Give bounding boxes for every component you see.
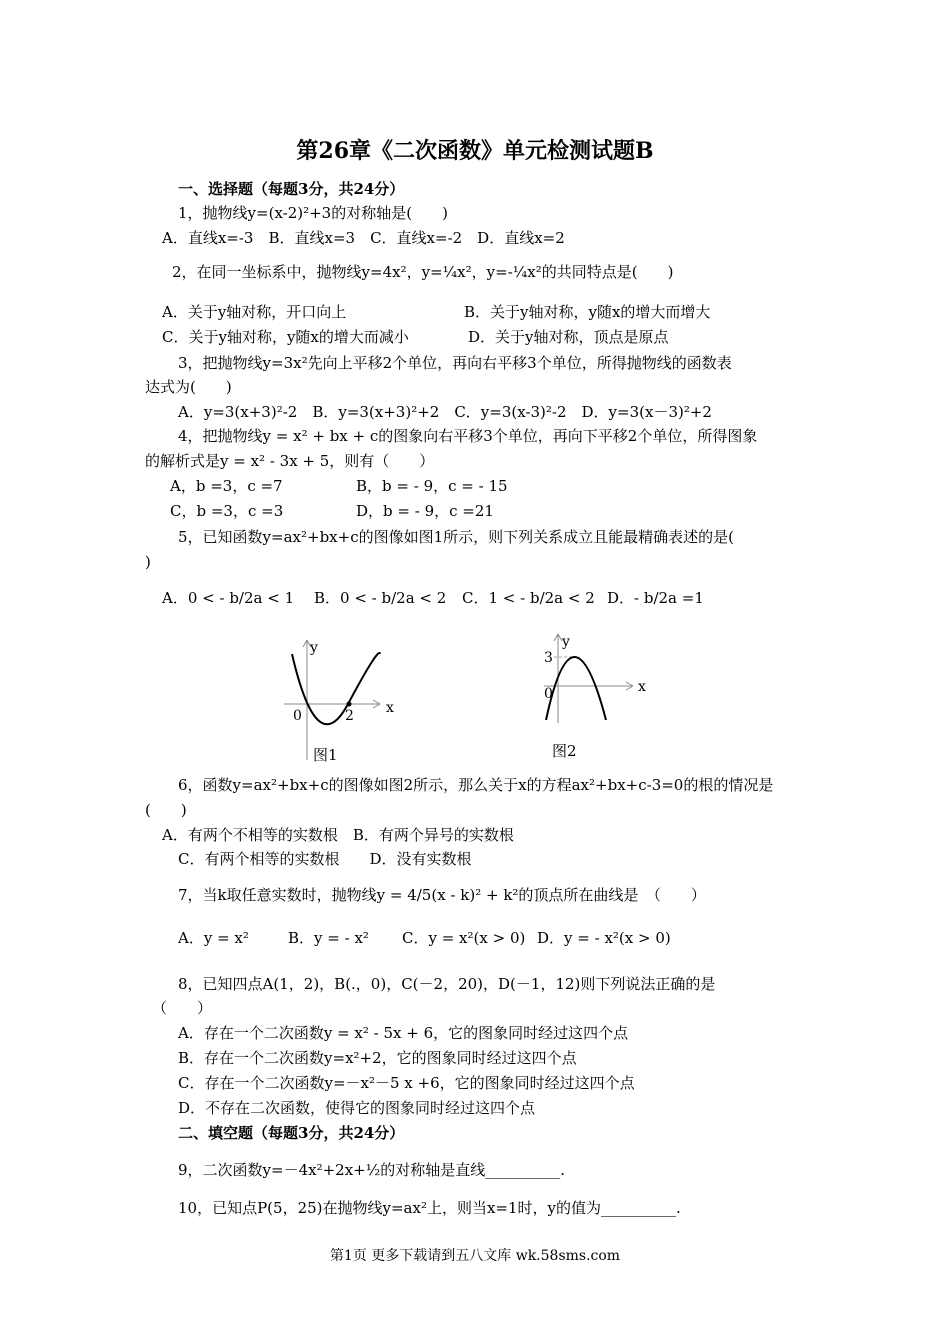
q4-stem-line1: 4，把抛物线y = x² + bx + c的图象向右平移3个单位，再向下平移2个单位，所得图象	[178, 427, 758, 445]
figure-1-graph	[270, 632, 410, 767]
q8-option-a: A．存在一个二次函数y = x² - 5x + 6，它的图象同时经过这四个点	[178, 1024, 629, 1042]
q5-stem-line1: 5，已知函数y=ax²+bx+c的图像如图1所示，则下列关系成立且能最精确表述的是(	[178, 528, 734, 546]
q8-stem-line2: （ ）	[152, 999, 213, 1017]
q1-options: A．直线x=-3 B．直线x=3 C．直线x=-2 D．直线x=2	[162, 229, 565, 247]
q5-option-b: B．0 < - b/2a < 2	[314, 589, 447, 607]
q4-option-a: A，b =3，c =7	[170, 477, 283, 495]
figure-2-graph	[528, 628, 658, 728]
q1-stem: 1，抛物线y=(x-2)²+3的对称轴是( )	[178, 204, 448, 222]
q3-stem-line1: 3，把抛物线y=3x²先向上平移2个单位，再向右平移3个单位，所得抛物线的函数表	[178, 354, 732, 372]
page-footer: 第1页 更多下载请到五八文库 wk.58sms.com	[329, 1248, 621, 1264]
fig1-point	[347, 702, 352, 707]
q5-option-d: D．- b/2a =1	[607, 589, 704, 607]
q7-option-c: C．y = x²(x > 0)	[402, 929, 526, 947]
q3-options: A．y=3(x+3)²-2 B．y=3(x+3)²+2 C．y=3(x-3)²-2 D．y=3(x－3)²+2	[178, 403, 712, 421]
q3-stem-line2: 达式为( )	[145, 378, 232, 396]
q8-stem-line1: 8，已知四点A(1，2)，B(.，0)，C(－2，20)，D(－1，12)则下列说法正确的是	[178, 975, 716, 993]
q2-stem: 2，在同一坐标系中，抛物线y=4x²，y=¼x²，y=-¼x²的共同特点是( )	[172, 263, 674, 281]
q2-option-b: B．关于y轴对称，y随x的增大而增大	[464, 303, 711, 321]
q5-option-a: A．0 < - b/2a < 1	[162, 589, 295, 607]
fig2-parabola	[546, 657, 606, 720]
q7-option-b: B．y = - x²	[288, 929, 369, 947]
q7-stem: 7，当k取任意实数时，抛物线y = 4/5(x - k)² + k²的顶点所在曲线是 （ ）	[178, 886, 706, 904]
q6-stem-line1: 6，函数y=ax²+bx+c的图像如图2所示，那么关于x的方程ax²+bx+c-3=0的根的情况是	[178, 776, 774, 794]
q8-option-d: D．不存在二次函数，使得它的图象同时经过这四个点	[178, 1099, 536, 1117]
figure-2-caption: 图2	[552, 742, 577, 760]
page-title: 第26章《二次函数》单元检测试题B	[296, 138, 654, 164]
q4-option-b: B，b = - 9，c = - 15	[356, 477, 508, 495]
fig2-y-label: y	[562, 634, 570, 650]
fig2-origin-label: 0	[544, 686, 553, 702]
q2-option-c: C．关于y轴对称，y随x的增大而减小	[162, 328, 409, 346]
fig2-x-label: x	[638, 679, 646, 695]
q8-option-c: C．存在一个二次函数y=－x²－5 x +6，它的图象同时经过这四个点	[178, 1074, 635, 1092]
q2-option-a: A．关于y轴对称，开口向上	[162, 303, 347, 321]
q2-option-d: D．关于y轴对称，顶点是原点	[468, 328, 669, 346]
q4-stem-line2: 的解析式是y = x² - 3x + 5，则有（ ）	[145, 452, 435, 470]
q8-option-b: B．存在一个二次函数y=x²+2，它的图象同时经过这四个点	[178, 1049, 577, 1067]
q4-option-d: D，b = - 9，c =21	[356, 502, 494, 520]
q10-text: 10，已知点P(5，25)在抛物线y=ax²上，则当x=1时，y的值为__________.	[178, 1199, 681, 1217]
fig1-x-label: x	[386, 700, 394, 716]
fig2-tick-label: 3	[544, 650, 553, 666]
q7-option-a: A．y = x²	[178, 929, 249, 947]
figure-1-caption: 图1	[313, 746, 338, 764]
q4-option-c: C，b =3，c =3	[170, 502, 284, 520]
section-2-heading: 二、填空题（每题3分，共24分）	[178, 1124, 405, 1142]
section-1-heading: 一、选择题（每题3分，共24分）	[178, 180, 405, 198]
fig1-origin-label: 0	[293, 708, 302, 724]
q9-text: 9，二次函数y=－4x²+2x+½的对称轴是直线__________.	[178, 1161, 566, 1179]
q7-option-d: D．y = - x²(x > 0)	[537, 929, 671, 947]
q6-options-ab: A．有两个不相等的实数根 B．有两个异号的实数根	[162, 826, 514, 844]
q5-stem-line2: )	[145, 553, 151, 571]
fig1-tick-label: 2	[345, 708, 354, 724]
q6-stem-line2: ( )	[145, 801, 187, 819]
fig1-y-label: y	[310, 640, 318, 656]
q5-option-c: C．1 < - b/2a < 2	[462, 589, 595, 607]
fig1-parabola	[292, 653, 380, 724]
q6-options-cd: C．有两个相等的实数根 D．没有实数根	[178, 850, 472, 868]
